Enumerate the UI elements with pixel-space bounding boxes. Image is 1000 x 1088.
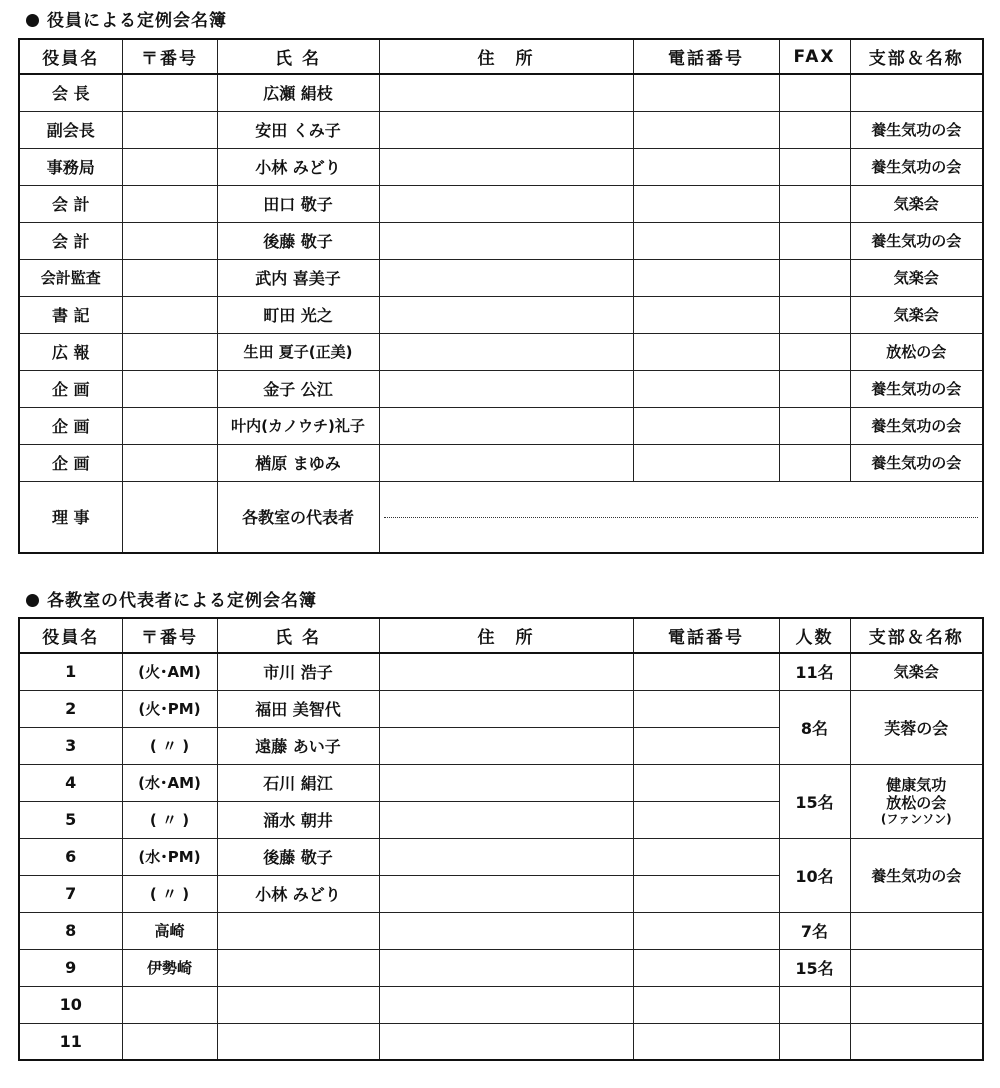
role-cell: 事務局 <box>19 148 122 185</box>
postal-cell: ( 〃 ) <box>122 875 217 912</box>
role-cell: 会 計 <box>19 222 122 259</box>
table-row <box>19 838 983 875</box>
branch-line: 放松の会 <box>886 793 947 812</box>
table-row <box>19 148 983 185</box>
postal-cell <box>122 986 217 1023</box>
branch-cell: 養生気功の会 <box>850 444 983 481</box>
name-cell: 遠藤 あい子 <box>217 727 379 764</box>
col-header: 役員名 <box>19 618 122 653</box>
name-cell: 金子 公江 <box>217 370 379 407</box>
name-cell <box>217 949 379 986</box>
table-row <box>19 111 983 148</box>
col-header: 氏 名 <box>217 39 379 74</box>
name-cell: 後藤 敬子 <box>217 222 379 259</box>
merged-cell <box>379 481 983 553</box>
table-row <box>19 1023 983 1060</box>
name-cell: 叶内(カノウチ)礼子 <box>217 407 379 444</box>
name-cell <box>217 1023 379 1060</box>
branch-cell: 養生気功の会 <box>850 407 983 444</box>
table-row <box>19 370 983 407</box>
branch-cell: 養生気功の会 <box>850 370 983 407</box>
name-cell: 小林 みどり <box>217 148 379 185</box>
table-row <box>19 74 983 111</box>
dotted-divider <box>384 517 979 518</box>
role-cell: 会 長 <box>19 74 122 111</box>
section1-title: 役員による定例会名簿 <box>26 6 227 31</box>
col-header: 〒番号 <box>122 618 217 653</box>
number-cell: 8 <box>19 912 122 949</box>
role-cell: 企 画 <box>19 444 122 481</box>
branch-cell: 養生気功の会 <box>850 111 983 148</box>
branch-cell: 気楽会 <box>850 296 983 333</box>
col-header: 氏 名 <box>217 618 379 653</box>
branch-cell <box>850 764 983 838</box>
name-cell: 後藤 敬子 <box>217 838 379 875</box>
postal-cell: (火･PM) <box>122 690 217 727</box>
number-cell: 11 <box>19 1023 122 1060</box>
postal-cell: (火･AM) <box>122 653 217 690</box>
count-cell: 15名 <box>779 764 850 838</box>
name-cell <box>217 986 379 1023</box>
table-row <box>19 481 983 553</box>
col-header: FAX <box>779 39 850 74</box>
branch-line: 健康気功 <box>886 775 947 794</box>
table-row <box>19 764 983 801</box>
table-row <box>19 259 983 296</box>
name-cell: 福田 美智代 <box>217 690 379 727</box>
name-cell: 涌水 朝井 <box>217 801 379 838</box>
count-cell: 11名 <box>779 653 850 690</box>
name-cell: 生田 夏子(正美) <box>217 333 379 370</box>
officers-table <box>18 38 984 554</box>
postal-cell: (水･PM) <box>122 838 217 875</box>
role-cell: 広 報 <box>19 333 122 370</box>
role-cell: 副会長 <box>19 111 122 148</box>
count-cell: 7名 <box>779 912 850 949</box>
name-cell: 楢原 まゆみ <box>217 444 379 481</box>
number-cell: 6 <box>19 838 122 875</box>
number-cell: 9 <box>19 949 122 986</box>
postal-cell: (水･AM) <box>122 764 217 801</box>
col-header: 電話番号 <box>633 39 779 74</box>
table-row <box>19 690 983 727</box>
count-cell: 15名 <box>779 949 850 986</box>
number-cell: 1 <box>19 653 122 690</box>
branch-cell: 気楽会 <box>850 653 983 690</box>
col-header: 支部＆名称 <box>850 618 983 653</box>
postal-cell <box>122 1023 217 1060</box>
branch-cell: 気楽会 <box>850 259 983 296</box>
table-header-row <box>19 39 983 74</box>
col-header: 役員名 <box>19 39 122 74</box>
col-header: 住 所 <box>379 39 633 74</box>
name-cell: 町田 光之 <box>217 296 379 333</box>
number-cell: 7 <box>19 875 122 912</box>
postal-cell: 高崎 <box>122 912 217 949</box>
number-cell: 2 <box>19 690 122 727</box>
branch-cell: 養生気功の会 <box>850 222 983 259</box>
branch-cell: 養生気功の会 <box>850 148 983 185</box>
section2-title: 各教室の代表者による定例会名簿 <box>26 586 317 611</box>
table-row <box>19 949 983 986</box>
name-cell: 武内 喜美子 <box>217 259 379 296</box>
role-cell: 理 事 <box>19 481 122 553</box>
col-header: 住 所 <box>379 618 633 653</box>
table-row <box>19 185 983 222</box>
table-header-row <box>19 618 983 653</box>
count-cell: 8名 <box>779 690 850 764</box>
table-row <box>19 912 983 949</box>
name-cell: 石川 絹江 <box>217 764 379 801</box>
count-cell: 10名 <box>779 838 850 912</box>
number-cell: 4 <box>19 764 122 801</box>
name-cell: 小林 みどり <box>217 875 379 912</box>
number-cell: 10 <box>19 986 122 1023</box>
table-row <box>19 296 983 333</box>
number-cell: 5 <box>19 801 122 838</box>
name-cell <box>217 912 379 949</box>
bullet-icon <box>26 594 39 607</box>
table-row <box>19 407 983 444</box>
role-cell: 会計監査 <box>19 259 122 296</box>
name-cell: 安田 くみ子 <box>217 111 379 148</box>
col-header: 電話番号 <box>633 618 779 653</box>
role-cell: 書 記 <box>19 296 122 333</box>
name-cell: 市川 浩子 <box>217 653 379 690</box>
table-row <box>19 653 983 690</box>
role-cell: 企 画 <box>19 370 122 407</box>
table-row <box>19 986 983 1023</box>
table-row <box>19 444 983 481</box>
table-row <box>19 222 983 259</box>
role-cell: 企 画 <box>19 407 122 444</box>
branch-cell: 養生気功の会 <box>850 838 983 912</box>
role-cell: 会 計 <box>19 185 122 222</box>
postal-cell: 伊勢崎 <box>122 949 217 986</box>
branch-cell: 気楽会 <box>850 185 983 222</box>
postal-cell: ( 〃 ) <box>122 801 217 838</box>
name-cell: 各教室の代表者 <box>217 481 379 553</box>
number-cell: 3 <box>19 727 122 764</box>
col-header: 人数 <box>779 618 850 653</box>
name-cell: 広瀬 絹枝 <box>217 74 379 111</box>
branch-cell <box>850 74 983 111</box>
col-header: 支部＆名称 <box>850 39 983 74</box>
branch-line: (ファンソン) <box>880 811 952 826</box>
postal-cell: ( 〃 ) <box>122 727 217 764</box>
representatives-table <box>18 617 984 1061</box>
table-row <box>19 333 983 370</box>
branch-cell: 放松の会 <box>850 333 983 370</box>
bullet-icon <box>26 14 39 27</box>
col-header: 〒番号 <box>122 39 217 74</box>
branch-cell: 芙蓉の会 <box>850 690 983 764</box>
name-cell: 田口 敬子 <box>217 185 379 222</box>
